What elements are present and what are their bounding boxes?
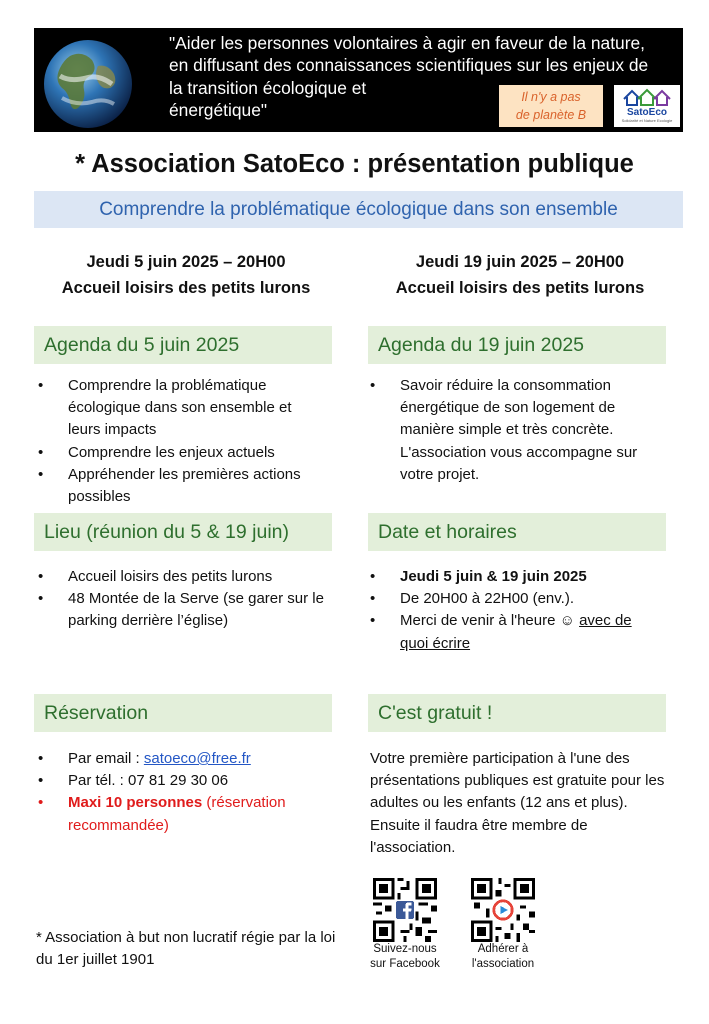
list-item: • Appréhender les premières actions possibles [38, 465, 301, 506]
section-title: C'est gratuit ! [378, 702, 493, 724]
quote-line: la transition écologique et [169, 77, 367, 98]
event-2-header [350, 249, 690, 301]
slogan-line: de planète B [515, 108, 587, 122]
gratuit-header [368, 694, 666, 732]
list-item: • Savoir réduire la consommation énergétique de son logement de manière simple et très concrète. L'association vous accompagne sur votre projet. [370, 377, 638, 483]
list-item: • Accueil loisirs des petits lurons [38, 568, 273, 585]
caption-line: l'association [471, 958, 535, 970]
logo-tagline: Solidarité et Nature Ecologie [621, 118, 673, 123]
list-item: • De 20H00 à 22H00 (env.). [370, 590, 574, 608]
membership-qr-code[interactable] [471, 878, 535, 942]
reservation-header [34, 694, 332, 732]
section-title: Agenda du 19 juin 2025 [378, 334, 585, 356]
list-item: • Par email : satoeco@free.fr [38, 750, 251, 767]
quote-line: en diffusant des connaissances scientifiques sur les enjeux de [169, 55, 649, 76]
bring-writing-note: avec de quoi écrire [400, 612, 632, 652]
section-title: Lieu (réunion du 5 & 19 juin) [44, 521, 289, 543]
agenda-19-juin-header [368, 326, 666, 364]
event-date: Jeudi 19 juin 2025 – 20H00 [415, 253, 625, 271]
reservation-list [36, 748, 326, 837]
gratuit-text: Votre première participation à l'une des présentations publiques est gratuite pour les adultes ou les enfants (12 ans et plus). Ensuite il faudra être membre de l'association. [370, 750, 665, 856]
quote-line: énergétique" [169, 100, 268, 121]
section-title: Réservation [44, 702, 149, 724]
section-title: Agenda du 5 juin 2025 [44, 334, 240, 356]
satoeco-logo [614, 85, 680, 127]
event-place: Accueil loisirs des petits lurons [61, 279, 311, 297]
lieu-list [36, 566, 326, 633]
caption-line: Adhérer à [477, 943, 529, 955]
event-1-header [16, 249, 356, 301]
subtitle: Comprendre la problématique écologique dans son ensemble [99, 199, 618, 220]
horaires-header [368, 513, 666, 551]
logo-name: SatoEco [626, 107, 667, 118]
event-date: Jeudi 5 juin 2025 – 20H00 [86, 253, 286, 271]
subtitle-banner [34, 191, 683, 228]
list-item: • Jeudi 5 juin & 19 juin 2025 [370, 568, 587, 585]
agenda-5-juin-list [36, 375, 326, 508]
section-title: Date et horaires [378, 521, 517, 543]
list-item: • Merci de venir à l'heure ☺ avec de quoi écrire [370, 612, 632, 652]
earth-image [40, 36, 136, 132]
list-item: • Par tél. : 07 81 29 30 06 [38, 772, 229, 790]
header-banner [34, 28, 683, 132]
slogan-line: Il n'y a pas [521, 90, 581, 104]
membership-qr-caption [458, 942, 548, 972]
footnote: * Association à but non lucratif régie par la loi du 1er juillet 1901 [36, 929, 336, 969]
facebook-qr-caption [360, 942, 450, 972]
agenda-19-juin-list [368, 375, 658, 486]
event-place: Accueil loisirs des petits lurons [395, 279, 645, 297]
slogan-box [499, 85, 603, 127]
houses-icon [622, 87, 672, 107]
lieu-header [34, 513, 332, 551]
agenda-5-juin-header [34, 326, 332, 364]
facebook-qr-code[interactable] [373, 878, 437, 942]
email-link[interactable]: satoeco@free.fr [143, 750, 251, 767]
list-item: • Comprendre les enjeux actuels [38, 443, 275, 461]
list-item: • 48 Montée de la Serve (se garer sur le parking derrière l’église) [38, 590, 324, 630]
caption-line: sur Facebook [370, 958, 440, 970]
list-item: • Comprendre la problématique écologique dans son ensemble et leurs impacts [38, 377, 292, 439]
quote-line: "Aider les personnes volontaires à agir en faveur de la nature, [169, 33, 646, 53]
list-item: • Maxi 10 personnes (réservation recommandée) [38, 794, 286, 834]
caption-line: Suivez-nous [373, 943, 437, 955]
horaires-list [368, 566, 664, 655]
page-title: * Association SatoEco : présentation publique [75, 150, 634, 178]
